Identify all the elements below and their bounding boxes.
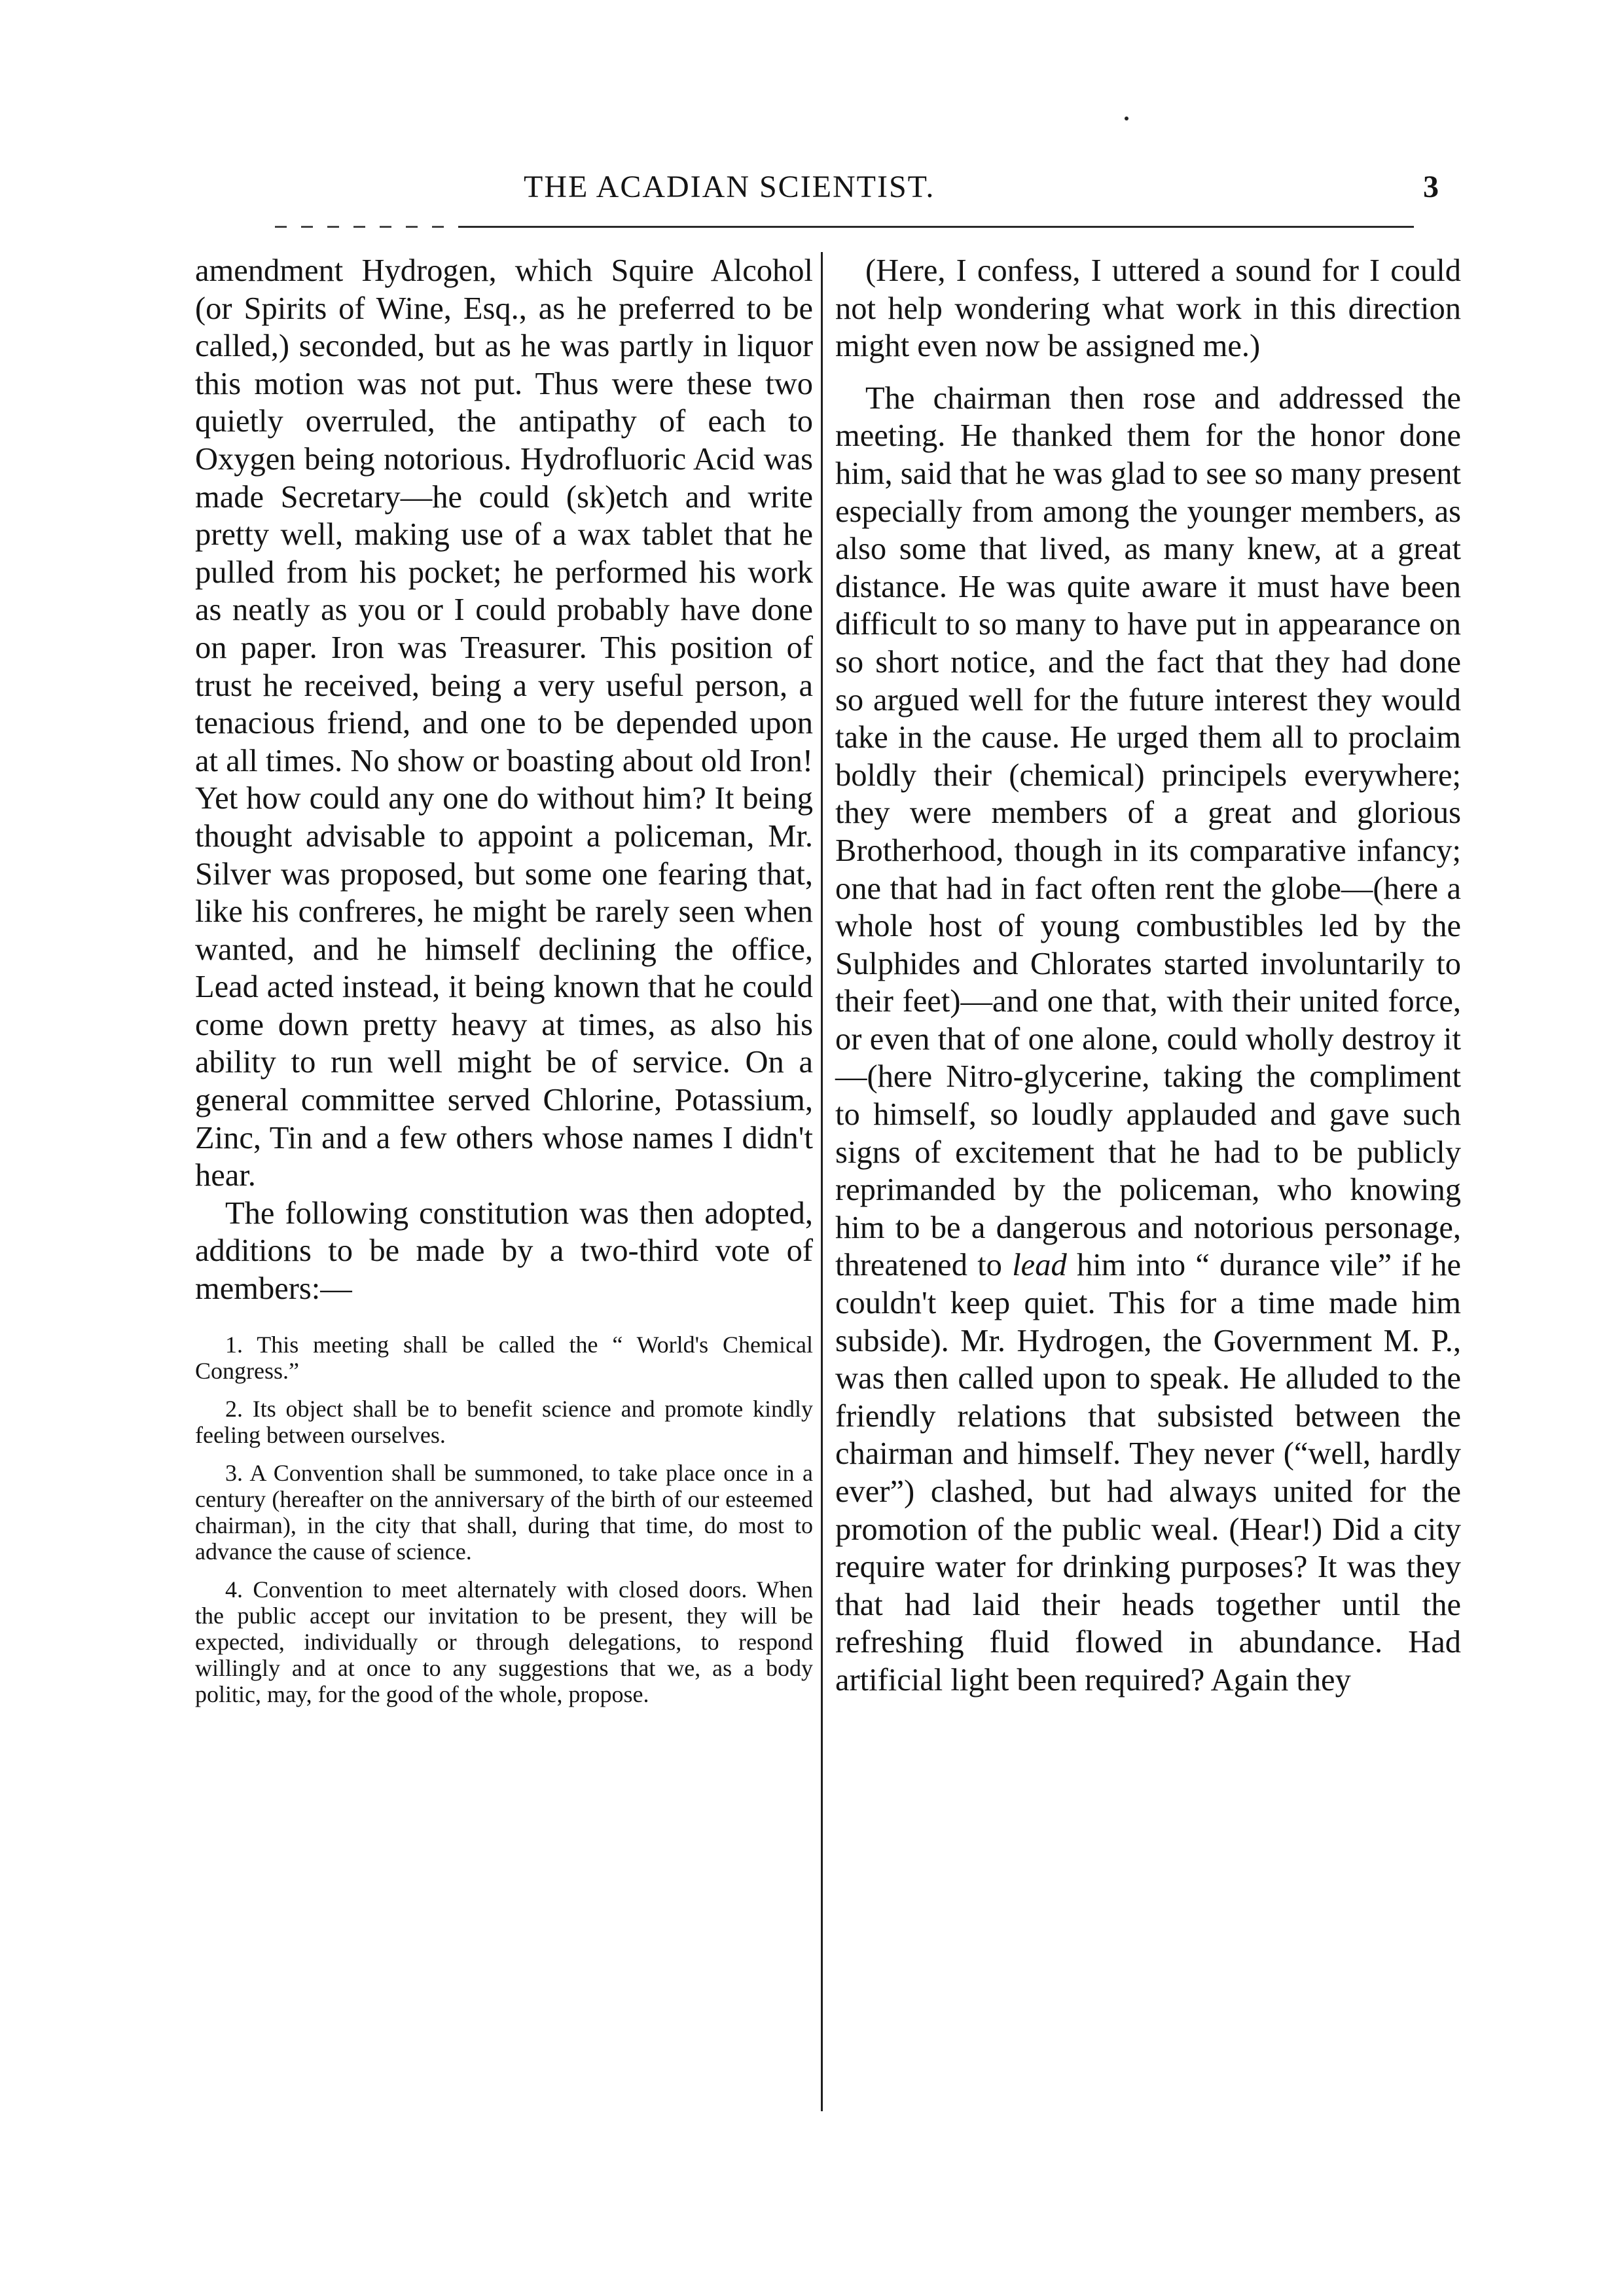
right-column	[835, 252, 1461, 1699]
article-number: 2.	[225, 1395, 243, 1422]
article-text: Convention to meet alternately with closed doors. When the public accept our invitation to be present, they will be expected, individually or through delegations, to respond willingly and at once to any suggestions that we, as a body politic, may, for the good of the whole, propose.	[195, 1576, 813, 1707]
constitution-article	[195, 1332, 813, 1384]
left-paragraph-1: amendment Hydrogen, which Squire Alcohol (or Spirits of Wine, Esq., as he preferred to be called,) seconded, but as he was partly in liquor this motion was not put. Thus were these two quietly overruled, the antipathy of each to Oxygen being notorious. Hydrofluoric Acid was made Secretary—he could (sk)etch and write pretty well, making use of a wax tablet that he pulled from his pocket; he performed his work as neatly as you or I could probably have done on paper. Iron was Treasurer. This position of trust he received, being a very useful person, a tenacious friend, and one to be depended upon at all times. No show or boasting about old Iron! Yet how could any one do without him? It being thought advisable to appoint a policeman, Mr. Silver was proposed, but some one fearing that, like his confreres, he might be rarely seen when wanted, and he himself declining the office, Lead acted instead, it being known that he could come down pretty heavy at times, as also his ability to run well might be of service. On a general committee served Chlorine, Potassium, Zinc, Tin and a few others whose names I didn't hear.	[195, 253, 813, 1193]
header-rule-dashed	[275, 226, 445, 228]
article-text: Its object shall be to benefit science and promote kindly feeling between ourselves.	[195, 1395, 814, 1448]
spacer	[835, 365, 1461, 380]
header-rule	[458, 226, 1414, 228]
column-divider	[821, 252, 823, 2111]
paragraph-text-start: The chairman then rose and addressed the meeting. He thanked them for the honor done him, said that he was glad to see so many present especially from among the younger members, as also some that lived, as many knew, at a great distance. He was quite aware it must have been difficult to so many to have put in appearance on so short notice, and the fact that they had done so argued well for the future interest they would take in the cause. He urged them all to proclaim boldly their (chemical) principels everywhere; they were members of a great and glorious Brotherhood, though in its comparative infancy; one that had in fact often rent the globe—(here a whole host of young combustibles led by the Sulphides and Chlorates started involuntarily to their feet)—and one that, with their united force, or even that of one alone, could wholly destroy it—(here Nitro-glycerine, taking the compliment to himself, so loudly applauded and gave such signs of excitement that he had to be publicly reprimanded by the policeman, who knowing him to be a dangerous and notorious personage, threatened to	[835, 380, 1461, 1283]
right-paragraph-1: (Here, I confess, I uttered a sound for I could not help wondering what work in this direction might even now be assigned me.)	[835, 253, 1461, 364]
article-number: 3.	[225, 1459, 243, 1486]
constitution-article	[195, 1460, 813, 1565]
spacer	[195, 1308, 813, 1332]
article-text: A Convention shall be summoned, to take place once in a century (hereafter on the anniversary of the birth of our esteemed chairman), in the city that shall, during that time, do most to advance the cause of science.	[195, 1459, 814, 1565]
left-paragraph-2: The following constitution was then adopted, additions to be made by a two-third vote of members:—	[195, 1195, 813, 1307]
constitution-article	[195, 1576, 813, 1707]
journal-title: THE ACADIAN SCIENTIST.	[524, 170, 935, 204]
article-number: 4.	[225, 1576, 243, 1603]
constitution-article	[195, 1396, 813, 1448]
page-number: 3	[1423, 170, 1440, 204]
running-header	[196, 169, 1440, 208]
right-paragraph-2	[835, 380, 1461, 1699]
italic-word: lead	[1012, 1248, 1067, 1283]
article-number: 1.	[225, 1331, 243, 1358]
article-text: This meeting shall be called the “ World's Chemical Congress.”	[195, 1331, 813, 1384]
speck-mark	[1125, 117, 1128, 120]
left-column	[195, 252, 813, 1719]
paragraph-text-end: him into “ durance vile” if he couldn't keep quiet. This for a time made him subside). Mr. Hydrogen, the Government M. P., was then called upon to speak. He alluded to the friendly relations that subsisted between the chairman and himself. They never (“well, hardly ever”) clashed, but had always united for the promotion of the public weal. (Hear!) Did a city require water for drinking purposes? It was they that had laid their heads together until the refreshing fluid flowed in abundance. Had artificial light been required? Again they	[835, 1248, 1462, 1697]
